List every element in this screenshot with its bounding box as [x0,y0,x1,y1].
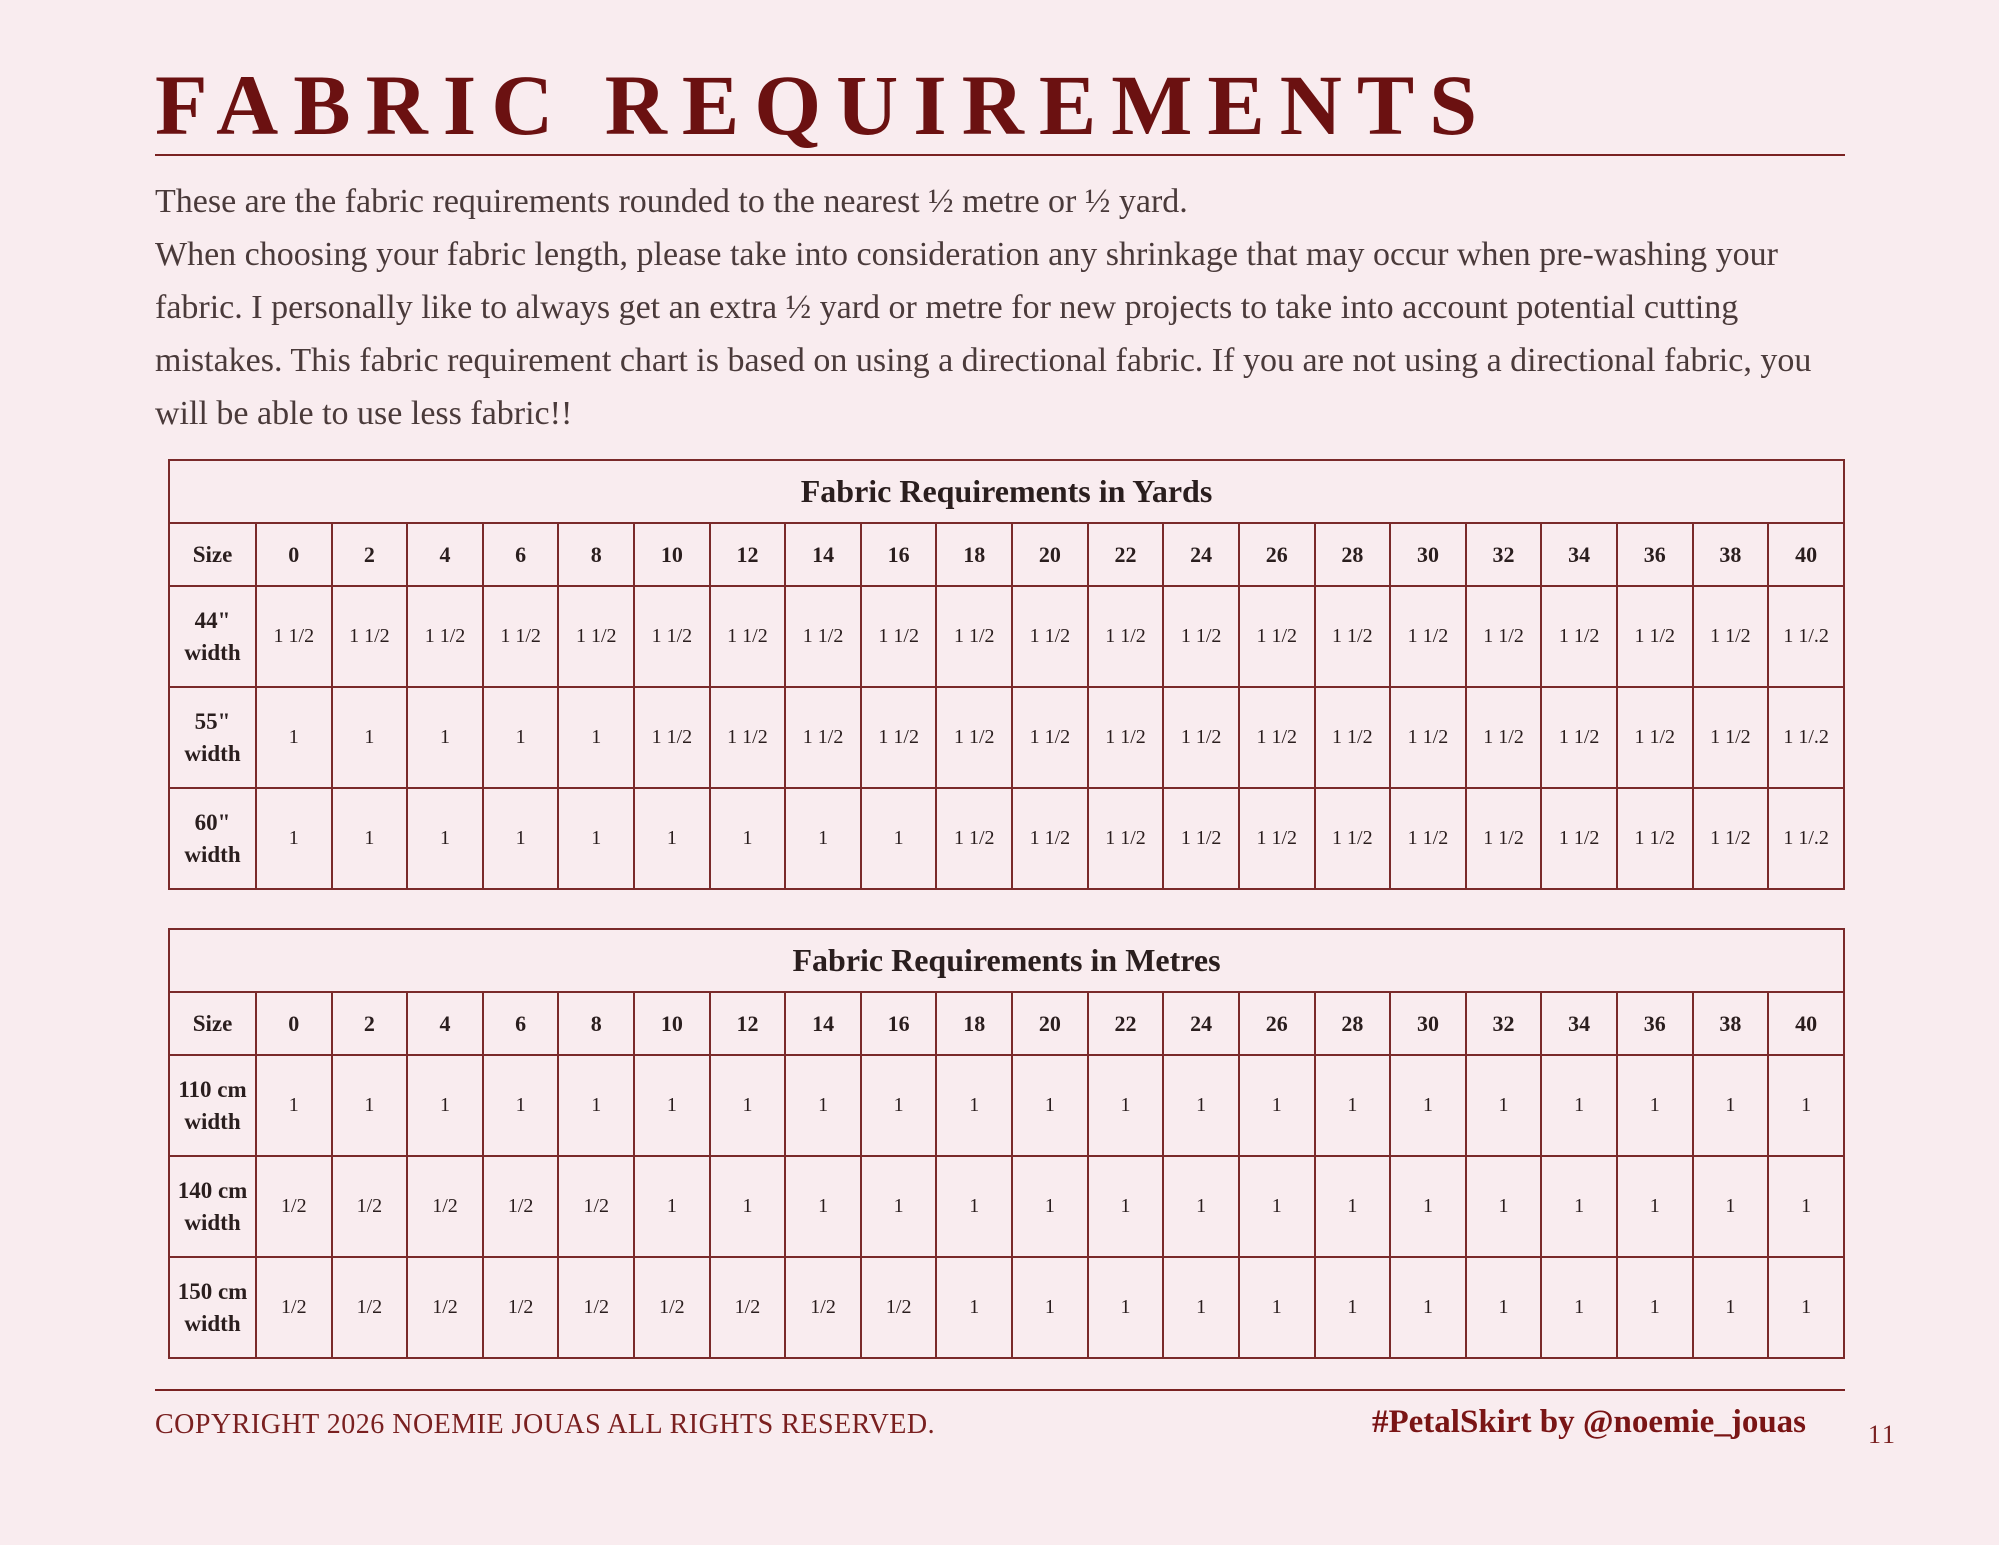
table-cell: 1 [256,788,332,889]
size-header-cell: 4 [407,992,483,1055]
table-cell: 1 [1012,1156,1088,1257]
row-label: 60" width [169,788,256,889]
table-cell: 1 [785,1156,861,1257]
table-cell: 1 1/2 [936,788,1012,889]
row-label: 140 cm width [169,1156,256,1257]
table-cell: 1 1/2 [1390,586,1466,687]
table-cell: 1 [634,1156,710,1257]
table-cell: 1 1/2 [256,586,332,687]
size-header-cell: 8 [558,523,634,586]
intro-text [155,175,1855,440]
row-label: 150 cm width [169,1257,256,1358]
table-cell: 1 1/2 [483,586,559,687]
title-divider [155,154,1845,156]
table-cell: 1 [861,788,937,889]
table-cell: 1 [1768,1156,1844,1257]
size-header-cell: 28 [1315,523,1391,586]
size-header-cell: 32 [1466,992,1542,1055]
size-header-row [169,523,1844,586]
metres-table [168,928,1845,1359]
table-row [169,1055,1844,1156]
size-header-cell: 10 [634,523,710,586]
table-row [169,1257,1844,1358]
copyright-notice: COPYRIGHT 2026 NOEMIE JOUAS ALL RIGHTS RESERVED. [155,1409,936,1440]
size-header-cell: 32 [1466,523,1542,586]
table-cell: 1 [1768,1257,1844,1358]
size-header-cell: 0 [256,992,332,1055]
table-cell: 1 [634,788,710,889]
table-title: Fabric Requirements in Metres [169,929,1844,992]
table-cell: 1 [861,1055,937,1156]
table-cell: 1 1/2 [1012,788,1088,889]
table-cell: 1 1/2 [558,586,634,687]
size-header-cell: 4 [407,523,483,586]
table-cell: 1 [936,1156,1012,1257]
table-cell: 1 1/2 [710,687,786,788]
table-cell: 1 [483,687,559,788]
yards-table [168,459,1845,890]
table-row [169,788,1844,889]
table-cell: 1 1/2 [1239,788,1315,889]
table-cell: 1 1/2 [1163,788,1239,889]
size-header-cell: 20 [1012,523,1088,586]
table-cell: 1 1/.2 [1768,687,1844,788]
table-cell: 1/2 [558,1156,634,1257]
table-cell: 1 [710,1156,786,1257]
size-header-cell: 38 [1693,992,1769,1055]
table-cell: 1 1/2 [1390,788,1466,889]
footer-divider [155,1389,1845,1391]
size-header-cell: 8 [558,992,634,1055]
table-cell: 1/2 [558,1257,634,1358]
hashtag-credit: #PetalSkirt by @noemie_jouas [1372,1404,1807,1440]
table-cell: 1 [1693,1257,1769,1358]
table-cell: 1 [256,1055,332,1156]
table-cell: 1 [1315,1257,1391,1358]
table-cell: 1 1/2 [1466,788,1542,889]
page-title: FABRIC REQUIREMENTS [155,57,1493,153]
table-cell: 1/2 [256,1257,332,1358]
table-cell: 1 [1466,1055,1542,1156]
table-cell: 1 1/2 [1315,586,1391,687]
table-cell: 1 [1239,1257,1315,1358]
table-cell: 1 1/2 [785,687,861,788]
table-cell: 1 1/2 [1466,586,1542,687]
table-cell: 1 1/2 [936,687,1012,788]
size-header-cell: 34 [1541,992,1617,1055]
table-cell: 1 1/2 [1617,687,1693,788]
intro-line: These are the fabric requirements rounded to the nearest ½ metre or ½ yard. [155,183,1188,220]
table-cell: 1/2 [407,1156,483,1257]
table-row [169,687,1844,788]
size-header-cell: 22 [1088,992,1164,1055]
table-cell: 1 [1466,1156,1542,1257]
size-header-cell: 18 [936,992,1012,1055]
table-cell: 1 [1239,1055,1315,1156]
table-cell: 1 1/2 [1693,586,1769,687]
table-cell: 1/2 [332,1156,408,1257]
table-cell: 1 [1541,1257,1617,1358]
size-header-cell: 40 [1768,523,1844,586]
table-cell: 1 1/2 [861,687,937,788]
table-cell: 1 [1541,1055,1617,1156]
table-cell: 1 1/2 [1315,687,1391,788]
table-cell: 1 [1768,1055,1844,1156]
table-cell: 1/2 [634,1257,710,1358]
table-cell: 1 1/2 [1466,687,1542,788]
table-cell: 1 1/2 [1541,788,1617,889]
table-cell: 1 [1088,1257,1164,1358]
table-cell: 1 1/2 [1012,586,1088,687]
size-header-cell: 26 [1239,523,1315,586]
size-header-cell: 40 [1768,992,1844,1055]
table-cell: 1 [407,1055,483,1156]
table-row [169,1156,1844,1257]
table-cell: 1 1/2 [1315,788,1391,889]
table-cell: 1 1/2 [1012,687,1088,788]
table-cell: 1 1/2 [1239,687,1315,788]
size-header-cell: 16 [861,992,937,1055]
size-header-cell: 14 [785,992,861,1055]
size-header-cell: 34 [1541,523,1617,586]
table-title: Fabric Requirements in Yards [169,460,1844,523]
table-cell: 1 [1390,1257,1466,1358]
table-cell: 1 [1239,1156,1315,1257]
table-cell: 1 1/2 [1693,687,1769,788]
table-cell: 1 [1390,1156,1466,1257]
table-cell: 1/2 [785,1257,861,1358]
table-cell: 1 1/2 [1541,586,1617,687]
table-cell: 1/2 [710,1257,786,1358]
size-header-cell: 10 [634,992,710,1055]
table-cell: 1 1/2 [634,687,710,788]
table-cell: 1 [1012,1257,1088,1358]
table-cell: 1 [1088,1156,1164,1257]
table-cell: 1 1/2 [1541,687,1617,788]
row-label: 110 cm width [169,1055,256,1156]
table-cell: 1 [407,687,483,788]
table-cell: 1 [1163,1257,1239,1358]
table-cell: 1 [1163,1055,1239,1156]
table-cell: 1 [1012,1055,1088,1156]
table-cell: 1 [861,1156,937,1257]
intro-paragraph: When choosing your fabric length, please take into consideration any shrinkage that may occur when pre-washing your fabric. I personally like to always get an extra ½ yard or metre for new projects to take into account potential cutting mistakes. This fabric requirement chart is based on using a directional fabric. If you are not using a directional fabric, you will be able to use less fabric!! [155,236,1812,432]
table-cell: 1 [634,1055,710,1156]
table-cell: 1 1/2 [861,586,937,687]
table-cell: 1 1/2 [1239,586,1315,687]
size-header-cell: 24 [1163,992,1239,1055]
table-cell: 1 1/.2 [1768,586,1844,687]
size-header-cell: 12 [710,523,786,586]
size-label: Size [169,992,256,1055]
row-label: 55" width [169,687,256,788]
table-cell: 1 [1088,1055,1164,1156]
size-header-row [169,992,1844,1055]
table-cell: 1/2 [483,1257,559,1358]
table-row [169,586,1844,687]
table-cell: 1 [1163,1156,1239,1257]
size-label: Size [169,523,256,586]
table-cell: 1 [332,788,408,889]
table-cell: 1 [936,1257,1012,1358]
table-cell: 1 [483,788,559,889]
table-cell: 1 1/2 [332,586,408,687]
table-cell: 1 [256,687,332,788]
table-cell: 1 1/2 [1163,586,1239,687]
table-cell: 1 [710,1055,786,1156]
table-cell: 1 [332,687,408,788]
table-cell: 1 [558,1055,634,1156]
size-header-cell: 14 [785,523,861,586]
table-cell: 1 1/2 [1693,788,1769,889]
table-cell: 1 1/2 [710,586,786,687]
table-cell: 1 1/.2 [1768,788,1844,889]
table-cell: 1 [785,1055,861,1156]
table-cell: 1 1/2 [1390,687,1466,788]
table-cell: 1 [710,788,786,889]
page-number: 11 [1868,1420,1898,1449]
table-cell: 1 1/2 [785,586,861,687]
table-cell: 1 [785,788,861,889]
size-header-cell: 18 [936,523,1012,586]
table-cell: 1 [1617,1257,1693,1358]
table-cell: 1/2 [483,1156,559,1257]
size-header-cell: 24 [1163,523,1239,586]
table-cell: 1 [1693,1156,1769,1257]
table-cell: 1 [1617,1055,1693,1156]
table-cell: 1/2 [407,1257,483,1358]
table-cell: 1 [332,1055,408,1156]
table-cell: 1 [1315,1055,1391,1156]
table-cell: 1 1/2 [1088,687,1164,788]
size-header-cell: 6 [483,992,559,1055]
size-header-cell: 30 [1390,992,1466,1055]
table-cell: 1/2 [861,1257,937,1358]
table-cell: 1/2 [332,1257,408,1358]
size-header-cell: 0 [256,523,332,586]
size-header-cell: 28 [1315,992,1391,1055]
size-header-cell: 26 [1239,992,1315,1055]
table-cell: 1 [558,687,634,788]
table-cell: 1 [558,788,634,889]
size-header-cell: 30 [1390,523,1466,586]
row-label: 44" width [169,586,256,687]
table-cell: 1 [1390,1055,1466,1156]
size-header-cell: 38 [1693,523,1769,586]
table-cell: 1 1/2 [1088,586,1164,687]
table-cell: 1 [483,1055,559,1156]
size-header-cell: 22 [1088,523,1164,586]
table-cell: 1 1/2 [1163,687,1239,788]
table-cell: 1 1/2 [1617,788,1693,889]
table-cell: 1 1/2 [634,586,710,687]
table-cell: 1/2 [256,1156,332,1257]
table-cell: 1 [1466,1257,1542,1358]
table-cell: 1 1/2 [936,586,1012,687]
size-header-cell: 2 [332,992,408,1055]
table-cell: 1 [407,788,483,889]
table-cell: 1 [1315,1156,1391,1257]
table-cell: 1 1/2 [407,586,483,687]
table-cell: 1 1/2 [1617,586,1693,687]
size-header-cell: 2 [332,523,408,586]
size-header-cell: 12 [710,992,786,1055]
size-header-cell: 16 [861,523,937,586]
table-cell: 1 [1541,1156,1617,1257]
size-header-cell: 36 [1617,523,1693,586]
table-cell: 1 [1693,1055,1769,1156]
size-header-cell: 20 [1012,992,1088,1055]
table-cell: 1 [936,1055,1012,1156]
table-cell: 1 1/2 [1088,788,1164,889]
table-cell: 1 [1617,1156,1693,1257]
size-header-cell: 6 [483,523,559,586]
size-header-cell: 36 [1617,992,1693,1055]
